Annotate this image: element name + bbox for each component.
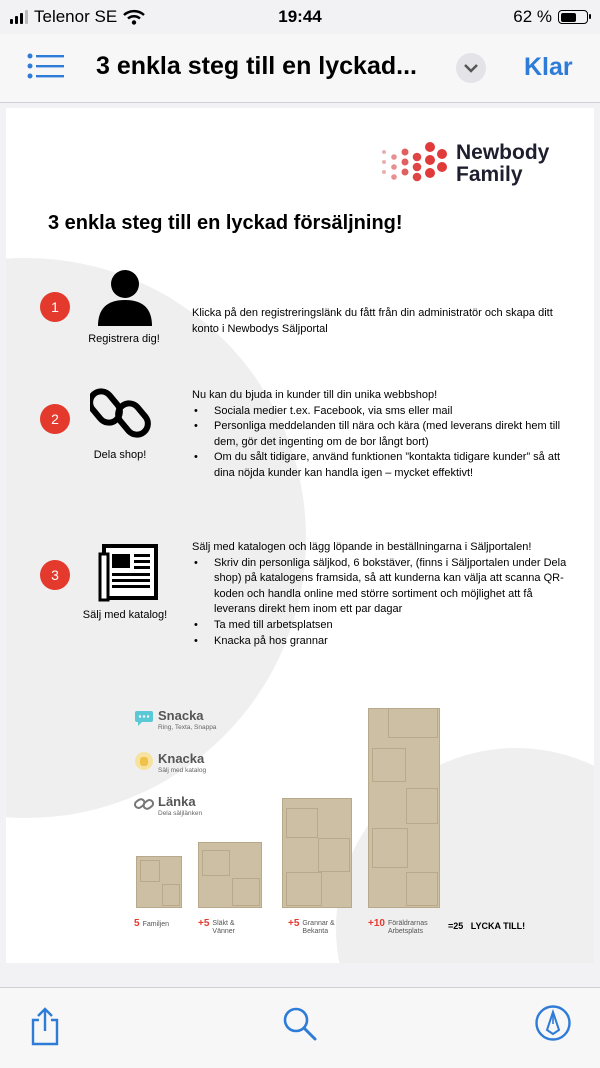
bottom-toolbar bbox=[0, 987, 600, 1068]
box bbox=[286, 808, 318, 838]
battery-icon bbox=[558, 10, 588, 24]
link-icon bbox=[134, 796, 154, 812]
group-caption: 5 Familjen bbox=[134, 918, 170, 929]
document-heading: 3 enkla steg till en lyckad försäljning! bbox=[48, 212, 403, 234]
box bbox=[388, 708, 438, 738]
share-icon[interactable] bbox=[28, 1006, 62, 1046]
list-item: • Om du sålt tidigare, använd funktionen ”kontakta tidigare kunder” så att dina nöjda kunder kan handla igen – mycket effektivt! bbox=[214, 450, 572, 481]
step-label: Dela shop! bbox=[93, 449, 147, 461]
list-icon[interactable] bbox=[26, 52, 66, 82]
box bbox=[162, 884, 180, 906]
list-item: • Skriv din personliga säljkod, 6 bokstäver, (finns i Säljportalen under Dela shop) på katalogens framsida, så att kunderna kan välja att scanna QR-koden och handla online med större sortiment och möjlighet att få leverans direkt hem inom ett par dagar bbox=[214, 556, 572, 618]
box bbox=[406, 788, 438, 824]
step-label: Sälj med katalog! bbox=[82, 609, 168, 621]
nav-bar bbox=[0, 34, 600, 103]
group-caption: +5 Grannar & Bekanta bbox=[288, 918, 335, 935]
search-icon[interactable] bbox=[282, 1006, 318, 1042]
step-text: Nu kan du bjuda in kunder till din unika webbshop! • Sociala medier t.ex. Facebook, via sms eller mail • Personliga meddelanden till nära och kära (med leverans direkt hem till dem, gör det ingenting om de bor långt bort) • Om du sålt tidigare, använd funktionen ”kontakta tidigare kunder” så att dina nöjda kunder kan handla igen – mycket effektivt! bbox=[192, 388, 572, 482]
newspaper-icon bbox=[98, 544, 158, 602]
step-text: Klicka på den registreringslänk du fått från din administratör och skapa ditt konto i Newbodys Säljportal bbox=[192, 307, 553, 335]
list-item: • Knacka på hos grannar bbox=[214, 634, 572, 650]
chevron-down-icon bbox=[456, 53, 486, 83]
chat-bubble-icon bbox=[134, 710, 154, 726]
box bbox=[232, 878, 260, 906]
list-item: • Personliga meddelanden till nära och kära (med leverans direkt hem till dem, gör det ingenting om de bor långt bort) bbox=[214, 419, 572, 450]
document-page: Newbody Family 3 enkla steg till en lyckad försäljning! 1 Registrera dig! Klicka på den registreringslänk du fått från din administratör och skapa ditt konto i Newbodys Säljportal 2 Dela shop! Nu kan du bjuda in kunder till din unika webbshop! • Sociala medier t.ex. Facebook, via sms eller mail • Personliga meddelanden till nära och kära (med leverans direkt hem till dem, gör det ingenting om de bor långt bort) • Om du sålt tidigare, använd funktionen ”kontakta tidigare kunder” så att dina nöjda kunder kan handla igen – mycket effektivt! 3 Sälj med katalog! Sälj med katalogen och lägg löpande in beställningarna i Säljportalen! • Skriv din personliga säljkod, 6 bokstäver, (finns i Säljportalen under Dela shop) på katalogens framsida, så att kunderna kan välja att scanna QR-koden och handla online med större sortiment och möjlighet att få leverans direkt hem inom ett par dagar • Ta med till arbetsplatsen • Knacka på hos grannar Snacka Ring, Texta, Snappa Knacka Sälj med katalog Länka Dela säljlänken 5 Familjen +5 Släkt & Vänner +5 Grannar & Bekanta +10 Föräldrarnas Arbetsplats =25 LYCKA TILL! bbox=[6, 108, 594, 963]
battery-percent: 62 % bbox=[513, 7, 552, 26]
step-number: 3 bbox=[40, 560, 70, 590]
box bbox=[140, 860, 160, 882]
box bbox=[202, 850, 230, 876]
group-caption: +10 Föräldrarnas Arbetsplats bbox=[368, 918, 428, 935]
box bbox=[372, 748, 406, 782]
logo-text: Newbody Family bbox=[456, 141, 550, 186]
knock-hand-icon bbox=[134, 751, 154, 771]
group-caption: +5 Släkt & Vänner bbox=[198, 918, 235, 935]
box bbox=[286, 872, 322, 906]
step-text: Sälj med katalogen och lägg löpande in beställningarna i Säljportalen! • Skriv din personliga säljkod, 6 bokstäver, (finns i Säljportalen under Dela shop) på katalogens framsida, så att kunderna kan välja att scanna QR-koden och handla online med större sortiment och möjlighet att få leverans direkt hem inom ett par dagar • Ta med till arbetsplatsen • Knacka på hos grannar bbox=[192, 540, 572, 649]
title-menu-button[interactable] bbox=[456, 53, 486, 83]
box bbox=[318, 838, 350, 872]
status-time: 19:44 bbox=[278, 7, 322, 26]
done-button[interactable]: Klar bbox=[524, 53, 573, 81]
carrier-name: Telenor SE bbox=[34, 7, 118, 26]
list-item: • Sociala medier t.ex. Facebook, via sms eller mail bbox=[214, 404, 572, 420]
step-label: Registrera dig! bbox=[88, 333, 160, 345]
box bbox=[406, 872, 438, 906]
chain-link-icon bbox=[90, 384, 152, 442]
status-bar bbox=[0, 0, 600, 34]
markup-pen-icon[interactable] bbox=[534, 1004, 572, 1042]
box bbox=[372, 828, 408, 868]
document-title: 3 enkla steg till en lyckad... bbox=[96, 52, 417, 80]
battery bbox=[513, 7, 588, 27]
step-number: 2 bbox=[40, 404, 70, 434]
person-icon bbox=[94, 268, 156, 326]
list-item: • Ta med till arbetsplatsen bbox=[214, 618, 572, 634]
step-number: 1 bbox=[40, 292, 70, 322]
closing-text: =25 LYCKA TILL! bbox=[448, 921, 526, 931]
